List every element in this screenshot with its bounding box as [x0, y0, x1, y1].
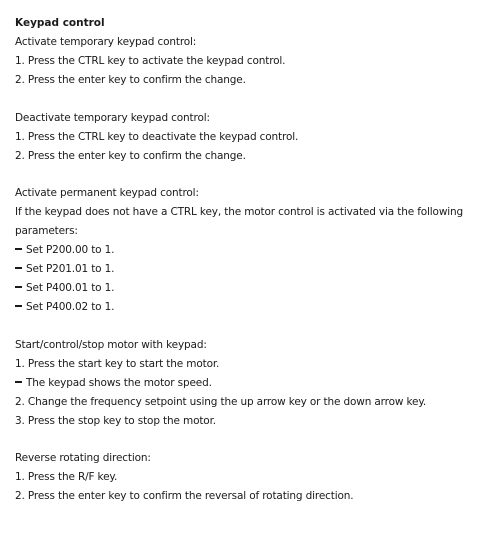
bullet-item — [15, 374, 485, 393]
step-item: 1. Press the CTRL key to activate the keypad control. — [15, 55, 286, 67]
section-heading-reverse-direction: Reverse rotating direction: — [15, 452, 151, 464]
dash-bullet-icon — [15, 381, 22, 383]
step-item: 2. Press the enter key to confirm the change. — [15, 74, 246, 86]
bullet-text: Set P200.00 to 1. — [26, 244, 115, 256]
bullet-item — [15, 279, 485, 298]
bullet-item — [15, 260, 485, 279]
spacer — [15, 431, 485, 450]
bullet-item — [15, 241, 485, 260]
step-item: 1. Press the CTRL key to deactivate the keypad control. — [15, 130, 299, 143]
bullet-text: Set P201.01 to 1. — [26, 263, 115, 275]
document-body — [15, 14, 485, 506]
spacer — [15, 317, 485, 336]
bullet-text: Set P400.01 to 1. — [26, 282, 115, 294]
dash-bullet-icon — [15, 305, 22, 307]
step-item: 3. Press the stop key to stop the motor. — [15, 414, 216, 427]
step-item: 2. Press the enter key to confirm the change. — [15, 149, 246, 162]
bullet-text: Set P400.02 to 1. — [26, 301, 115, 313]
section-heading-activate-permanent: Activate permanent keypad control: — [15, 187, 199, 199]
dash-bullet-icon — [15, 286, 22, 288]
section-heading-start-control-stop: Start/control/stop motor with keypad: — [15, 338, 207, 351]
intro-paragraph: If the keypad does not have a CTRL key, the motor control is activated via the following parameters: — [15, 206, 464, 237]
dash-bullet-icon — [15, 248, 22, 250]
step-item: 2. Press the enter key to confirm the reversal of rotating direction. — [15, 490, 354, 502]
step-item: 1. Press the start key to start the motor. — [15, 357, 220, 370]
dash-bullet-icon — [15, 267, 22, 269]
bullet-text: The keypad shows the motor speed. — [26, 376, 212, 389]
bullet-item — [15, 298, 485, 317]
section-heading-deactivate-temporary: Deactivate temporary keypad control: — [15, 111, 210, 124]
spacer — [15, 166, 485, 185]
document-title: Keypad control — [15, 17, 105, 29]
spacer — [15, 90, 485, 109]
step-item: 2. Change the frequency setpoint using the up arrow key or the down arrow key. — [15, 395, 427, 408]
section-heading-activate-temporary: Activate temporary keypad control: — [15, 36, 197, 48]
step-item: 1. Press the R/F key. — [15, 471, 118, 483]
